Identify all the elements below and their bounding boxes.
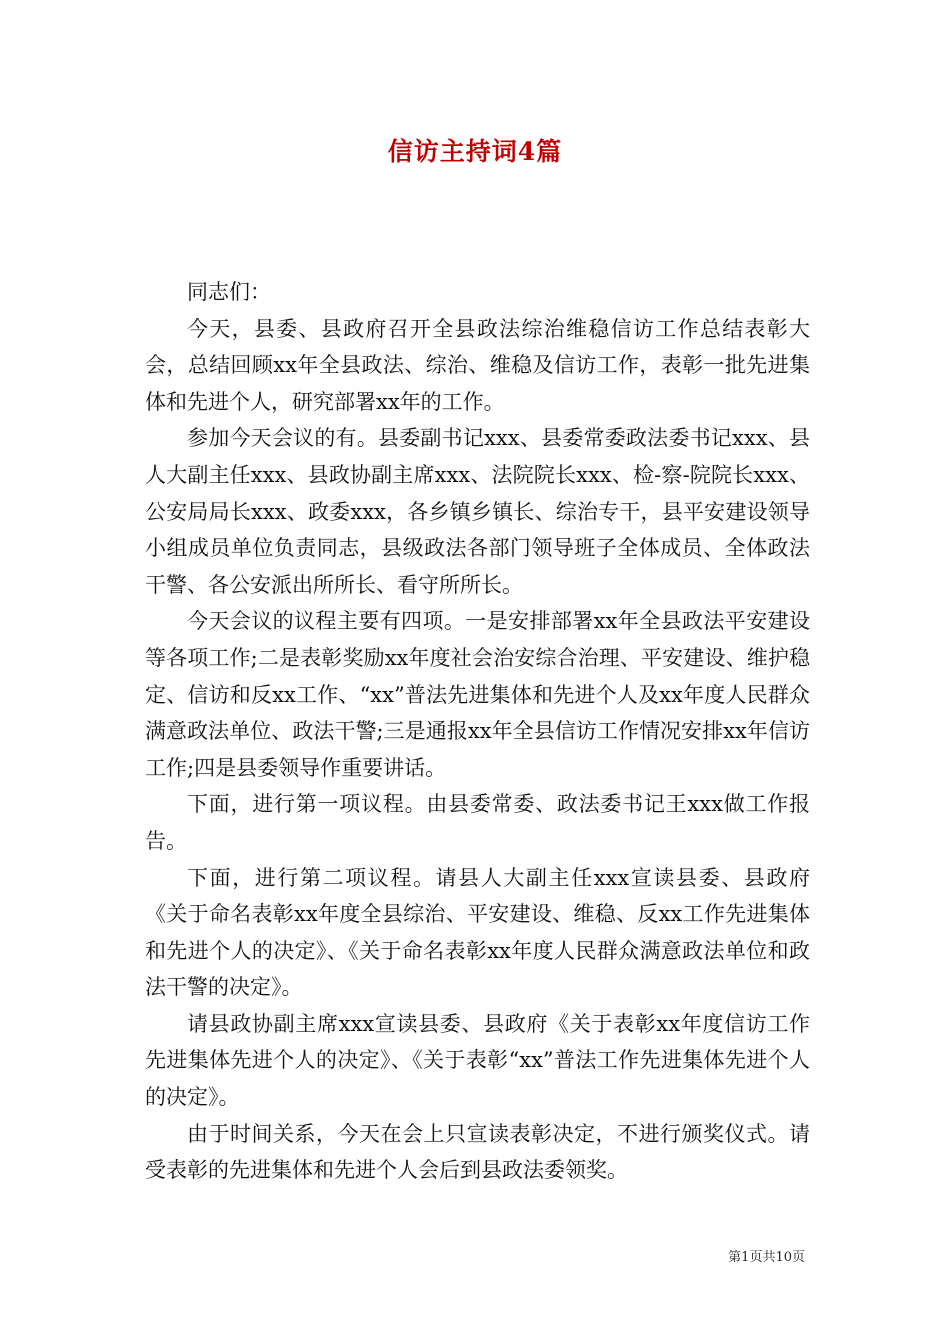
paragraph-attendees: 参加今天会议的有。县委副书记xxx、县委常委政法委书记xxx、县人大副主任xxx、县政协副主席xxx、法院院长xxx、检-察-院院长xxx、公安局局长xxx、政委xxx，各乡镇乡镇长、综治专干，县平安建设领导小组成员单位负责同志，县级政法各部门领导班子全体成员、全体政法干警、各公安派出所所长、看守所所长。 xyxy=(145,426,810,597)
paragraph-item-one: 下面，进行第一项议程。由县委常委、政法委书记王xxx做工作报告。 xyxy=(145,792,810,853)
page-number-footer: 第1页共10页 xyxy=(728,1250,805,1265)
paragraph-agenda: 今天会议的议程主要有四项。一是安排部署xx年全县政法平安建设等各项工作;二是表彰奖励xx年度社会治安综合治理、平安建设、维护稳定、信访和反xx工作、“xx”普法先进集体和先进个人及xx年度人民群众满意政法单位、政法干警;三是通报xx年全县信访工作情况安排xx年信访工作;四是县委领导作重要讲话。 xyxy=(145,609,810,780)
paragraph-item-two: 下面，进行第二项议程。请县人大副主任xxx宣读县委、县政府《关于命名表彰xx年度全县综治、平安建设、维稳、反xx工作先进集体和先进个人的决定》、《关于命名表彰xx年度人民群众满意政法单位和政法干警的决定》。 xyxy=(145,865,810,1000)
paragraph-item-two-continued: 请县政协副主席xxx宣读县委、县政府《关于表彰xx年度信访工作先进集体先进个人的决定》、《关于表彰“xx”普法工作先进集体先进个人的决定》。 xyxy=(145,1011,810,1110)
paragraph-greeting: 同志们： xyxy=(187,280,271,304)
document-body xyxy=(145,274,810,1189)
document-title: 信访主持词4篇 xyxy=(387,137,563,166)
paragraph-opening: 今天，县委、县政府召开全县政法综治维稳信访工作总结表彰大会，总结回顾xx年全县政法、综治、维稳及信访工作，表彰一批先进集体和先进个人，研究部署xx年的工作。 xyxy=(145,316,810,414)
paragraph-award-note: 由于时间关系，今天在会上只宣读表彰决定，不进行颁奖仪式。请受表彰的先进集体和先进个人会后到县政法委领奖。 xyxy=(145,1121,810,1183)
